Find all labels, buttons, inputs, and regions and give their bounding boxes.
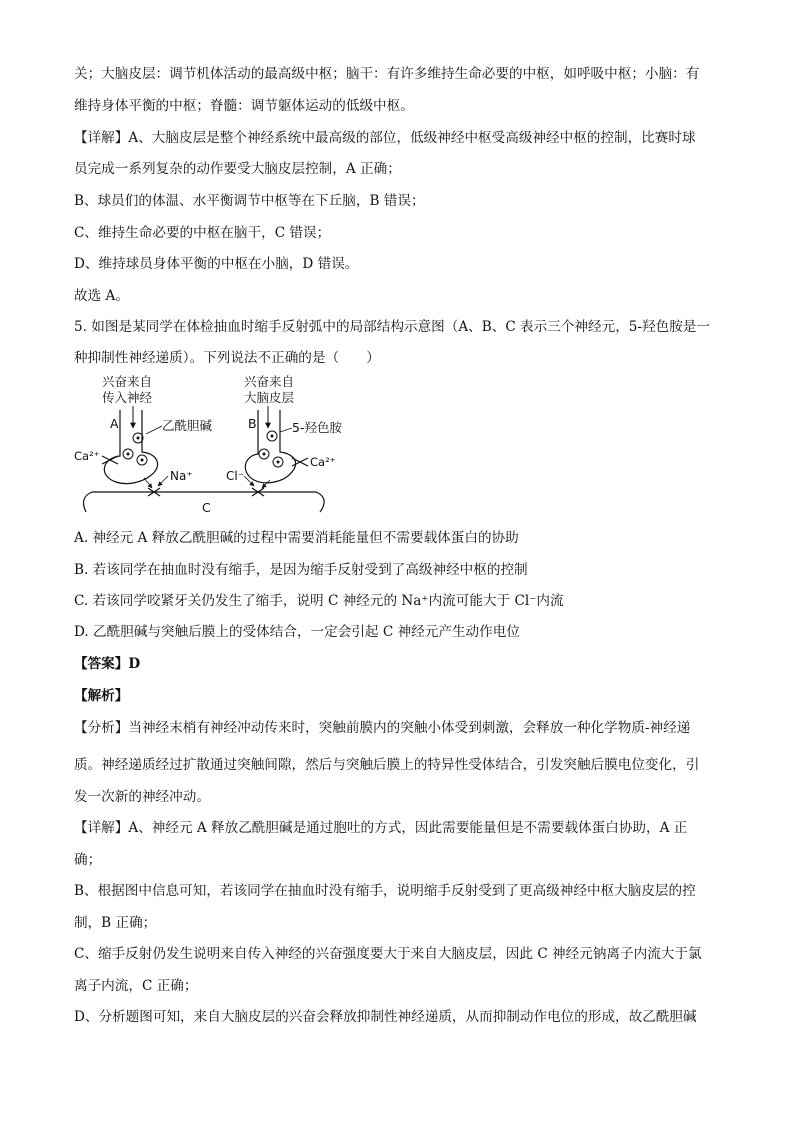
text-line: 关；大脑皮层：调节机体活动的最高级中枢；脑干：有许多维持生命必要的中枢，如呼吸中枢；小脑：有 xyxy=(74,66,700,82)
text-line: 发一次新的神经冲动。 xyxy=(74,789,210,805)
acetylcholine-label: 乙酰胆碱 xyxy=(162,418,213,433)
vesicle xyxy=(123,433,147,465)
text-line: 【详解】A、大脑皮层是整个神经系统中最高级的部位，低级神经中枢受高级神经中枢的控制，比赛时球 xyxy=(74,130,696,146)
text-line: C、维持生命必要的中枢在脑干，C 错误； xyxy=(74,225,331,241)
left-source-label: 传入神经 xyxy=(102,390,153,405)
text-line: 质。神经递质经过扩散通过突触间隙，然后与突触后膜上的特异性受体结合，引发突触后膜电位变化，引 xyxy=(74,757,700,773)
text-line: 制，B 正确； xyxy=(74,915,157,931)
synapse-diagram xyxy=(72,372,342,516)
text-line: B、球员们的体温、水平衡调节中枢等在下丘脑，B 错误； xyxy=(74,193,425,209)
option-a: A. 神经元 A 释放乙酰胆碱的过程中需要消耗能量但不需要载体蛋白的协助 xyxy=(74,530,519,546)
answer-label: 【答案】D xyxy=(74,656,141,672)
option-d: D. 乙酰胆碱与突触后膜上的受体结合，一定会引起 C 神经元产生动作电位 xyxy=(74,624,520,640)
text-line: 【详解】A、神经元 A 释放乙酰胆碱是通过胞吐的方式，因此需要能量但是不需要载体蛋白协助，A 正 xyxy=(74,820,688,836)
question-stem: 种抑制性神经递质）。下列说法不正确的是（ ） xyxy=(74,350,380,366)
calcium-ion-label: Ca²⁺ xyxy=(74,449,100,463)
neuron-c-label: C xyxy=(202,500,211,515)
text-line: D、维持球员身体平衡的中枢在小脑，D 错误。 xyxy=(74,256,359,272)
left-source-label: 兴奋来自 xyxy=(102,374,153,389)
text-line: 确； xyxy=(74,852,102,868)
text-line: 离子内流，C 正确； xyxy=(74,978,198,994)
question-stem: 5. 如图是某同学在体检抽血时缩手反射弧中的局部结构示意图（A、B、C 表示三个神经元，5-羟色胺是一 xyxy=(74,319,710,335)
serotonin-label: 5-羟色胺 xyxy=(292,420,342,435)
calcium-channel xyxy=(292,458,308,466)
right-source-label: 兴奋来自 xyxy=(244,374,295,389)
text-line: 维持身体平衡的中枢；脊髓：调节躯体运动的低级中枢。 xyxy=(74,98,414,114)
text-line: B、根据图中信息可知，若该同学在抽血时没有缩手，说明缩手反射受到了更高级神经中枢大脑皮层的控 xyxy=(74,883,696,899)
neuron-b-label: B xyxy=(248,416,257,431)
calcium-channel xyxy=(102,456,118,464)
analysis-heading: 【解析】 xyxy=(74,688,129,704)
text-line: 员完成一系列复杂的动作要受大脑皮层控制，A 正确； xyxy=(74,161,401,177)
text-line: C、缩手反射仍发生说明来自传入神经的兴奋强度要大于来自大脑皮层，因此 C 神经元钠离子内流大于氯 xyxy=(74,946,702,962)
option-c: C. 若该同学咬紧牙关仍发生了缩手，说明 C 神经元的 Na⁺内流可能大于 Cl⁻内流 xyxy=(74,593,564,609)
chloride-ion-label: Cl⁻ xyxy=(226,469,245,483)
text-line: 【分析】当神经末梢有神经冲动传来时，突触前膜内的突触小体受到刺激，会释放一种化学物质-神经递 xyxy=(74,720,691,736)
sodium-ion-label: Na⁺ xyxy=(170,469,193,483)
calcium-ion-label: Ca²⁺ xyxy=(310,455,336,469)
neuron-a-label: A xyxy=(110,416,119,431)
text-line: 故选 A。 xyxy=(74,288,129,304)
right-source-label: 大脑皮层 xyxy=(244,390,295,405)
text-line: D、分析题图可知，来自大脑皮层的兴奋会释放抑制性神经递质，从而抑制动作电位的形成，故乙酰胆碱 xyxy=(74,1009,697,1025)
option-b: B. 若该同学在抽血时没有缩手，是因为缩手反射受到了高级神经中枢的控制 xyxy=(74,562,528,578)
